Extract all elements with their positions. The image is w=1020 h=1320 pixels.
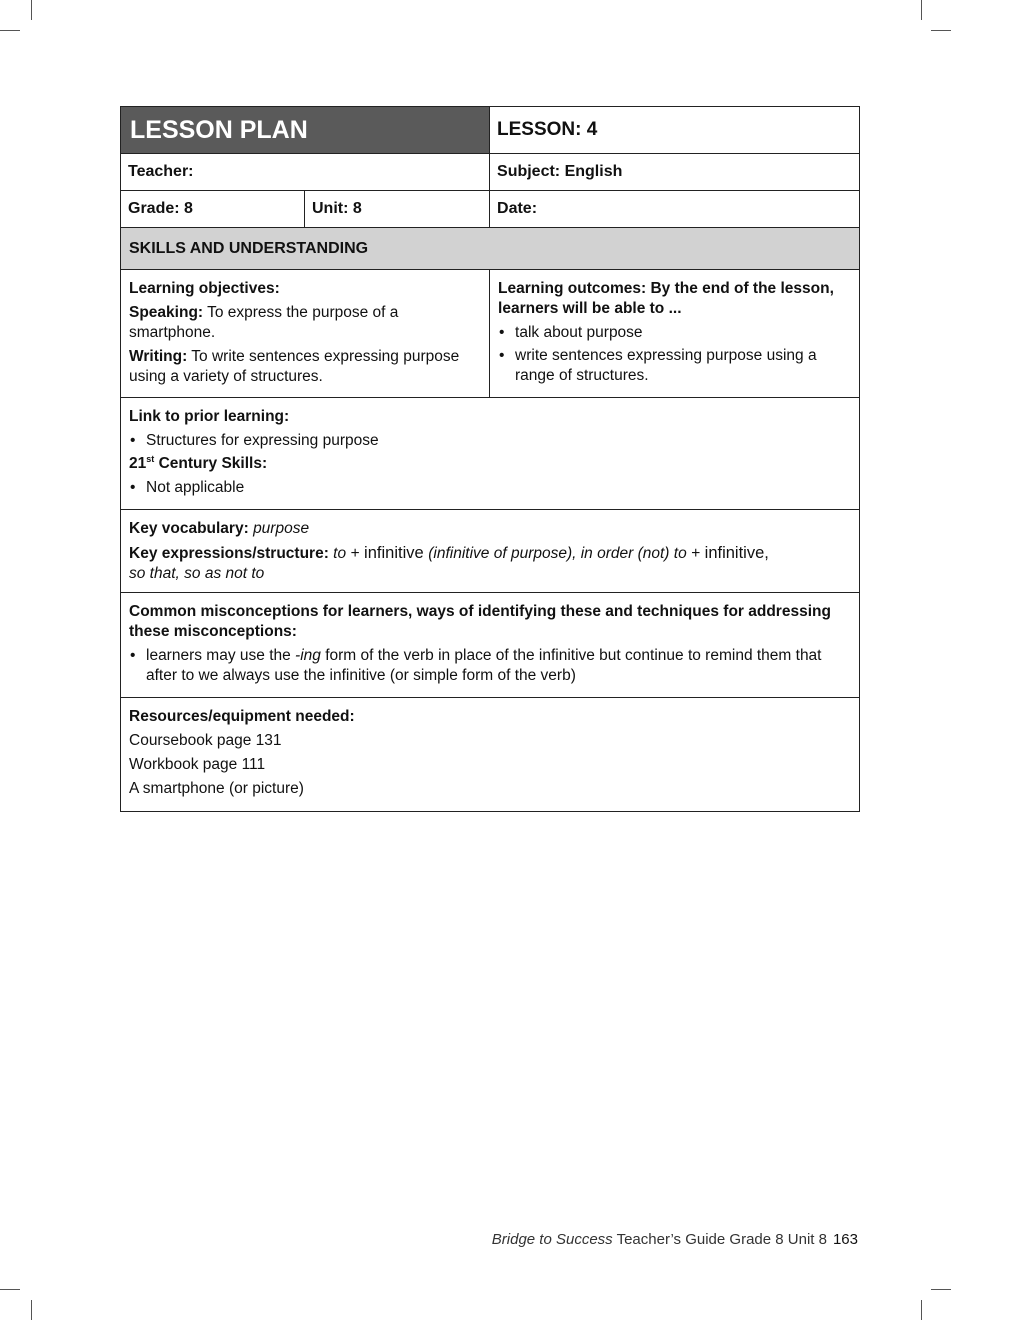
vocabulary-section	[121, 510, 860, 593]
expr-part-1: to +	[333, 545, 360, 562]
crop-mark	[921, 1300, 922, 1320]
crop-mark	[0, 30, 20, 31]
speaking-objective	[129, 303, 481, 343]
speaking-text: To express the purpose of a smartphone.	[129, 304, 399, 341]
misconceptions-list	[129, 646, 851, 686]
misconception-ing: -ing	[295, 647, 321, 664]
crop-mark	[31, 0, 32, 20]
resource-item: Workbook page 111	[129, 756, 266, 773]
footer-guide: Teacher’s Guide Grade 8 Unit 8	[612, 1231, 827, 1248]
list-item: • write sentences expressing purpose using a range of structures.	[498, 346, 851, 386]
prior-learning-title: Link to prior learning:	[129, 408, 290, 425]
outcomes-list	[498, 323, 851, 386]
list-item	[129, 646, 851, 686]
misconceptions-section	[121, 593, 860, 698]
resources-title: Resources/equipment needed:	[129, 708, 355, 725]
crop-mark	[921, 0, 922, 20]
outcomes-title: Learning outcomes: By the end of the lesson, learners will be able to ...	[498, 280, 834, 317]
prior-learning-section	[121, 398, 860, 510]
speaking-label: Speaking:	[129, 304, 204, 321]
century-rest: Century Skills:	[154, 455, 268, 472]
misconception-post: form of the verb in place of the infinitive but continue to remind them that after to we always use the infinitive (or simple form of the verb)	[146, 647, 822, 684]
page-footer	[492, 1231, 858, 1248]
expr-part-2: infinitive	[359, 544, 429, 562]
expr-part-4: infinitive,	[700, 544, 769, 562]
learning-outcomes	[490, 270, 860, 398]
skills-heading: SKILLS AND UNDERSTANDING	[121, 228, 860, 270]
expressions-label: Key expressions/structure:	[129, 545, 329, 562]
misconception-pre: learners may use the	[146, 647, 296, 664]
resource-item: Coursebook page 131	[129, 732, 282, 749]
vocab-word: purpose	[253, 520, 310, 537]
list-item: • Not applicable	[129, 478, 851, 498]
unit-field: Unit: 8	[305, 191, 490, 228]
century-skills-list	[129, 478, 851, 498]
century-skills-title	[129, 454, 851, 474]
writing-text: To write sentences expressing purpose using a variety of structures.	[129, 348, 460, 385]
expr-part-5: so that, so as not to	[129, 565, 265, 582]
writing-objective	[129, 347, 481, 387]
resources-section	[121, 698, 860, 812]
century-sup: st	[146, 453, 155, 464]
lesson-number: LESSON: 4	[490, 107, 860, 154]
lesson-plan-table	[120, 106, 860, 812]
subject-field: Subject: English	[490, 154, 860, 191]
expr-part-3: (infinitive of purpose), in order (not) to +	[428, 545, 701, 562]
crop-mark	[931, 30, 951, 31]
misconceptions-title: Common misconceptions for learners, ways of identifying these and techniques for addressing these misconceptions:	[129, 603, 831, 640]
resource-item: A smartphone (or picture)	[129, 780, 304, 797]
key-vocabulary	[129, 519, 851, 539]
objectives-title: Learning objectives:	[129, 280, 280, 297]
list-item: • Structures for expressing purpose	[129, 431, 851, 451]
lesson-plan-title: LESSON PLAN	[121, 107, 490, 154]
learning-objectives	[121, 270, 490, 398]
teacher-field: Teacher:	[121, 154, 490, 191]
vocab-label: Key vocabulary:	[129, 520, 249, 537]
writing-label: Writing:	[129, 348, 188, 365]
list-item: • talk about purpose	[498, 323, 851, 343]
key-expressions	[129, 543, 851, 584]
footer-book-title: Bridge to Success	[491, 1231, 613, 1248]
crop-mark	[931, 1289, 951, 1290]
prior-learning-list	[129, 431, 851, 451]
date-field: Date:	[490, 191, 860, 228]
crop-mark	[31, 1300, 32, 1320]
page-number: 163	[832, 1231, 858, 1248]
crop-mark	[0, 1289, 20, 1290]
grade-field: Grade: 8	[121, 191, 305, 228]
century-num: 21	[129, 455, 147, 472]
